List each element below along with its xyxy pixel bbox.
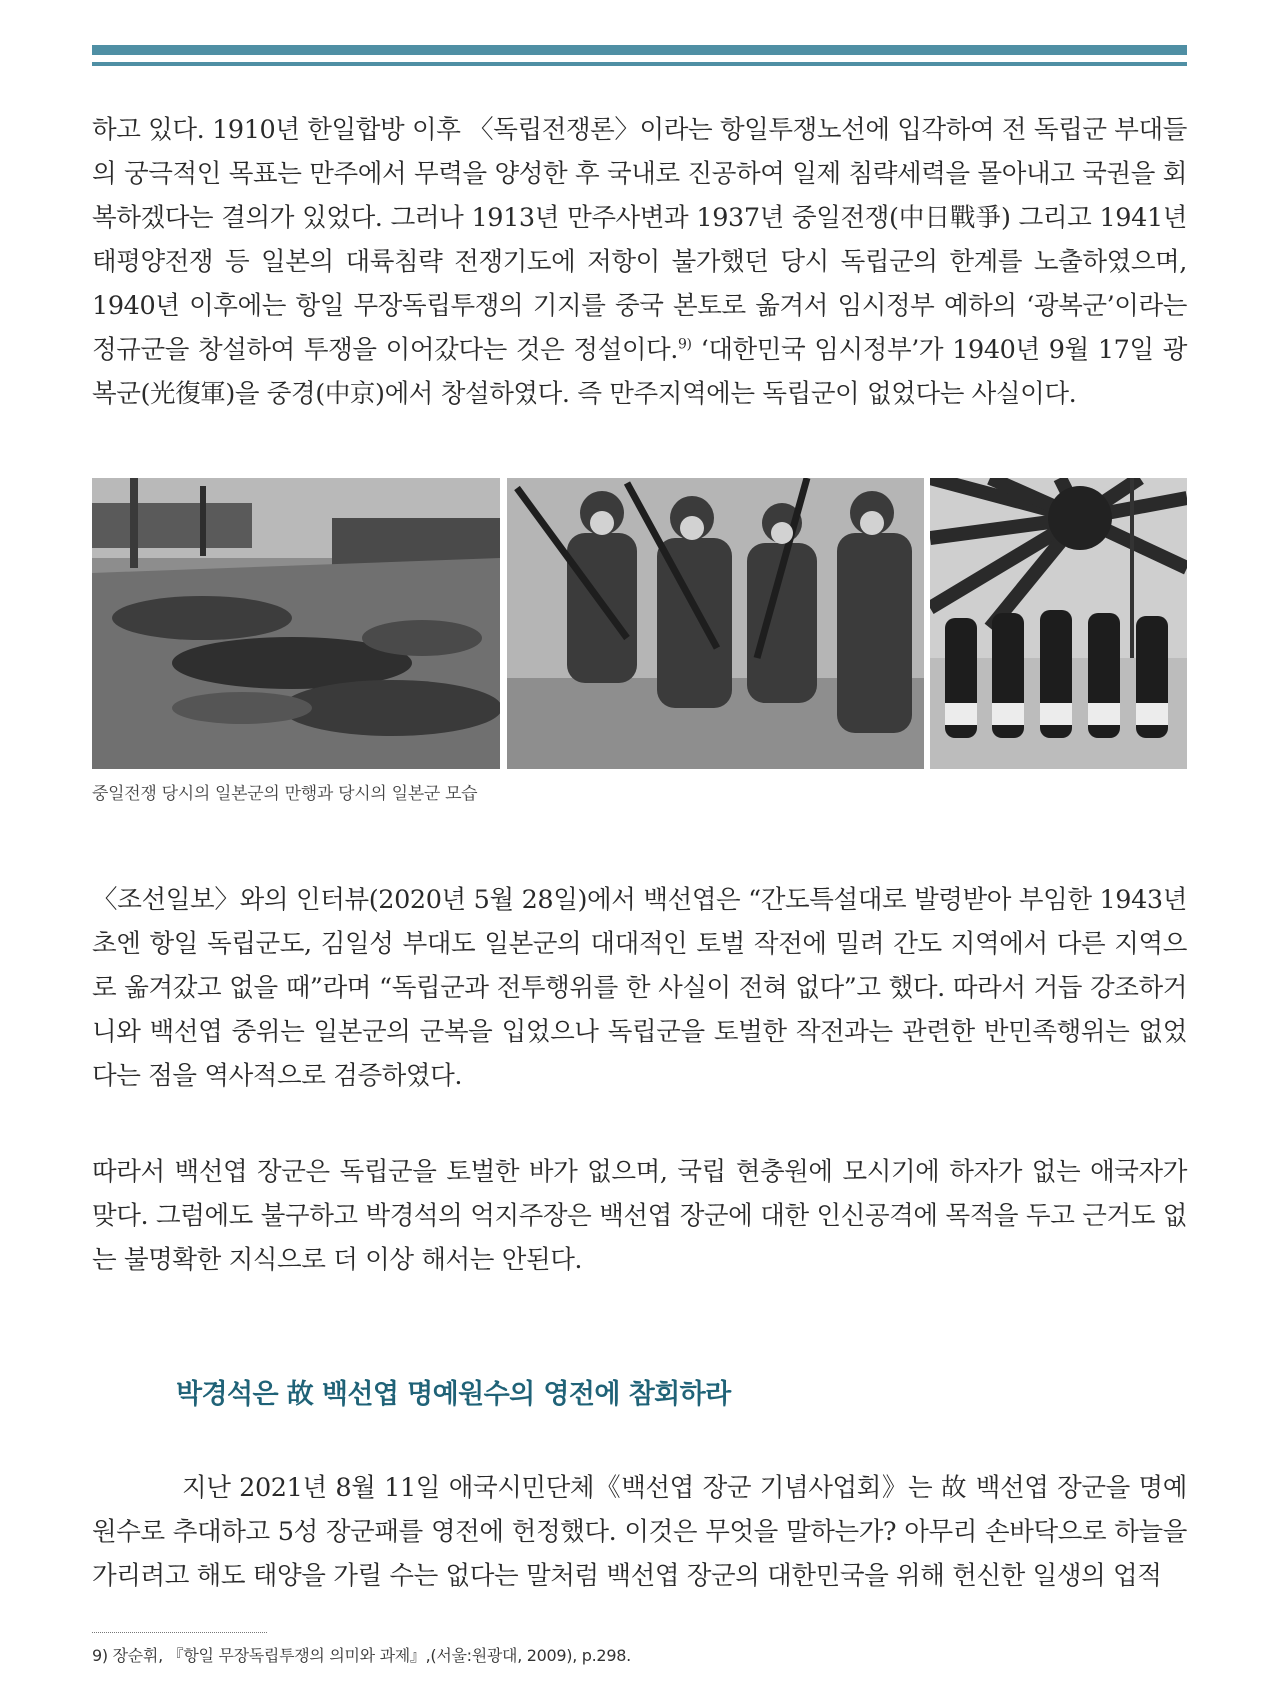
footnote-9: 9) 장순휘, 『항일 무장독립투쟁의 의미와 과제』,(서울:원광대, 2009), p.298.: [92, 1646, 631, 1665]
header-rule-thin: [92, 62, 1187, 66]
footnote-divider: [92, 1632, 267, 1633]
photo-rising-sun-flag: [930, 478, 1187, 769]
paragraph-1-text-cont: ‘대한민국 임시정부’가 1940년 9월 17일 광복군(光復軍)을 중경(中京)에서 창설하였다. 즉 만주지역에는 독립군이 없었다는 사실이다.: [92, 335, 1187, 409]
photo-caption: 중일전쟁 당시의 일본군의 만행과 당시의 일본군 모습: [92, 784, 478, 804]
header-rule-thick: [92, 45, 1187, 55]
section-heading: 박경석은 故 백선엽 명예원수의 영전에 참회하라: [176, 1379, 731, 1410]
paragraph-1-text: 하고 있다. 1910년 한일합방 이후 〈독립전쟁론〉이라는 항일투쟁노선에 입각하여 전 독립군 부대들의 궁극적인 목표는 만주에서 무력을 양성한 후 국내로 진공하여 일제 침략세력을 몰아내고 국권을 회복하겠다는 결의가 있었다. 그러나 1913년 만주사변과 1937년 중일전쟁(中日戰爭) 그리고 1941년 태평양전쟁 등 일본의 대륙침략 전쟁기도에 저항이 불가했던 당시 독립군의 한계를 노출하였으며, 1940년 이후에는 항일 무장독립투쟁의 기지를 중국 본토로 옮겨서 임시정부 예하의 ‘광복군’이라는 정규군을 창설하여 투쟁을 이어갔다는 것은 정설이다.: [92, 115, 1187, 365]
body-paragraph-2: 〈조선일보〉와의 인터뷰(2020년 5월 28일)에서 백선엽은 “간도특설대로 발령받아 부임한 1943년 초엔 항일 독립군도, 김일성 부대도 일본군의 대대적인 토벌 작전에 밀려 간도 지역에서 다른 지역으로 옮겨갔고 없을 때”라며 “독립군과 전투행위를 한 사실이 전혀 없다”고 했다. 따라서 거듭 강조하거니와 백선엽 중위는 일본군의 군복을 입었으나 독립군을 토벌한 작전과는 관련한 반민족행위는 없었다는 점을 역사적으로 검증하였다.: [92, 885, 1187, 1091]
body-paragraph-4: 지난 2021년 8월 11일 애국시민단체《백선엽 장군 기념사업회》는 故 백선엽 장군을 명예원수로 추대하고 5성 장군패를 영전에 헌정했다. 이것은 무엇을 말하는가? 아무리 손바닥으로 하늘을 가리려고 해도 태양을 가릴 수는 없다는 말처럼 백선엽 장군의 대한민국을 위해 헌신한 일생의 업적: [92, 1473, 1187, 1591]
footnote-ref-9[interactable]: 9): [678, 336, 692, 353]
body-paragraph-1: [92, 108, 1187, 416]
photo-japanese-soldiers: [507, 478, 924, 769]
photo-massacre: [92, 478, 500, 769]
photo-strip: [92, 478, 1187, 769]
body-paragraph-3: 따라서 백선엽 장군은 독립군을 토벌한 바가 없으며, 국립 현충원에 모시기에 하자가 없는 애국자가 맞다. 그럼에도 불구하고 박경석의 억지주장은 백선엽 장군에 대한 인신공격에 목적을 두고 근거도 없는 불명확한 지식으로 더 이상 해서는 안된다.: [92, 1157, 1187, 1275]
